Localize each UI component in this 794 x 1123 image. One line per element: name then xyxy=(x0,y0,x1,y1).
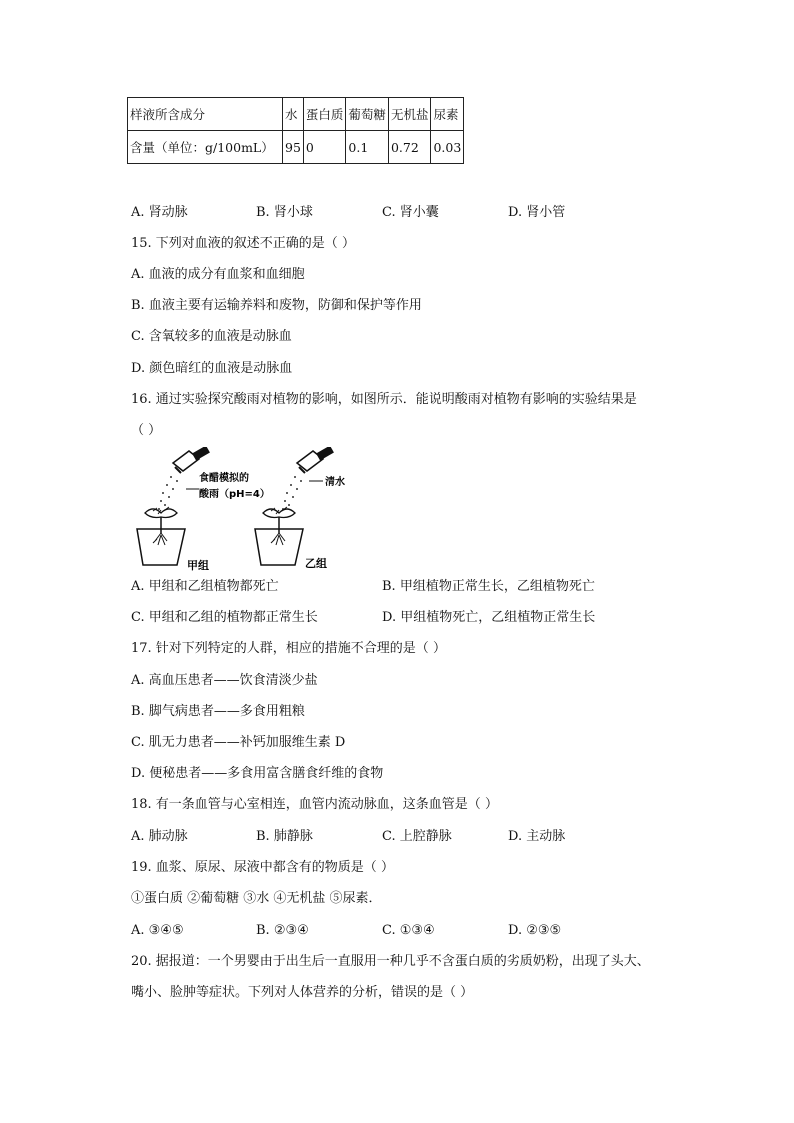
q19-stem: 19. 血浆、原尿、尿液中都含有的物质是（ ） xyxy=(131,860,394,875)
watering-can-icon-left xyxy=(173,447,210,473)
acid-rain-experiment-figure xyxy=(131,447,381,572)
q15-option-d: D. 颜色暗红的血液是动脉血 xyxy=(131,361,293,376)
q17-stem: 17. 针对下列特定的人群，相应的措施不合理的是（ ） xyxy=(131,641,446,656)
q14-option-c: C. 肾小囊 xyxy=(382,205,439,220)
q17-option-b: B. 脚气病患者——多食用粗粮 xyxy=(131,704,305,719)
rain-drops-left xyxy=(158,476,178,510)
q16-option-c: C. 甲组和乙组的植物都正常生长 xyxy=(131,610,318,625)
water-label: 清水 xyxy=(325,477,345,488)
group-b-label: 乙组 xyxy=(305,557,327,570)
table-cell: 样液所含成分 xyxy=(128,98,283,131)
rain-drops-right xyxy=(282,476,302,510)
q15-option-a: A. 血液的成分有血浆和血细胞 xyxy=(131,267,305,282)
q16-option-b: B. 甲组植物正常生长，乙组植物死亡 xyxy=(382,579,595,594)
q16-option-d: D. 甲组植物死亡，乙组植物正常生长 xyxy=(382,610,596,625)
q14-option-b: B. 肾小球 xyxy=(256,205,313,220)
q14-option-d: D. 肾小管 xyxy=(508,205,566,220)
q16-stem: 16. 通过实验探究酸雨对植物的影响，如图所示．能说明酸雨对植物有影响的实验结果是 xyxy=(131,392,637,407)
table-cell: 尿素 xyxy=(431,98,464,131)
q17-option-d: D. 便秘患者——多食用富含膳食纤维的食物 xyxy=(131,766,384,781)
q18-option-c: C. 上腔静脉 xyxy=(382,829,452,844)
table-cell: 0.72 xyxy=(388,131,431,164)
table-cell: 95 xyxy=(283,131,304,164)
group-a-label: 甲组 xyxy=(187,559,209,572)
q19-option-d: D. ②③⑤ xyxy=(508,923,562,938)
q16-option-a: A. 甲组和乙组植物都死亡 xyxy=(131,579,279,594)
q19-option-c: C. ①③④ xyxy=(382,923,435,938)
table-cell: 蛋白质 xyxy=(303,98,346,131)
q19-option-b: B. ②③④ xyxy=(256,923,309,938)
plant-left xyxy=(137,507,185,565)
table-cell: 0.03 xyxy=(431,131,464,164)
plant-right xyxy=(255,507,303,565)
table-cell: 水 xyxy=(283,98,304,131)
q18-option-a: A. 肺动脉 xyxy=(131,829,188,844)
q17-option-a: A. 高血压患者——饮食清淡少盐 xyxy=(131,673,318,688)
table-cell: 0 xyxy=(303,131,346,164)
acid-label-line1: 食醋模拟的 xyxy=(199,473,249,484)
table-cell: 0.1 xyxy=(346,131,389,164)
acid-label-line2: 酸雨（pH=4） xyxy=(199,489,270,500)
sample-composition-table xyxy=(127,97,464,164)
q20-stem: 20. 据报道：一个男婴由于出生后一直服用一种几乎不含蛋白质的劣质奶粉，出现了头大、 xyxy=(131,954,650,969)
q19-option-a: A. ③④⑤ xyxy=(131,923,184,938)
q15-option-b: B. 血液主要有运输养料和废物，防御和保护等作用 xyxy=(131,298,422,313)
table-row xyxy=(128,131,464,164)
q20-stem-cont: 嘴小、脸肿等症状。下列对人体营养的分析，错误的是（ ） xyxy=(131,985,474,1000)
q18-option-b: B. 肺静脉 xyxy=(256,829,313,844)
table-cell: 无机盐 xyxy=(388,98,431,131)
q16-stem-cont: （ ） xyxy=(131,423,162,438)
table-cell: 葡萄糖 xyxy=(346,98,389,131)
q19-items: ①蛋白质 ②葡萄糖 ③水 ④无机盐 ⑤尿素． xyxy=(131,891,382,906)
watering-can-icon-right xyxy=(297,447,334,473)
q15-stem: 15. 下列对血液的叙述不正确的是（ ） xyxy=(131,236,355,251)
q15-option-c: C. 含氧较多的血液是动脉血 xyxy=(131,329,292,344)
table-cell: 含量（单位：g/100mL） xyxy=(128,131,283,164)
q18-stem: 18. 有一条血管与心室相连，血管内流动脉血，这条血管是（ ） xyxy=(131,797,498,812)
q18-option-d: D. 主动脉 xyxy=(508,829,566,844)
table-row xyxy=(128,98,464,131)
q14-option-a: A. 肾动脉 xyxy=(131,205,188,220)
q17-option-c: C. 肌无力患者——补钙加服维生素 D xyxy=(131,735,346,750)
